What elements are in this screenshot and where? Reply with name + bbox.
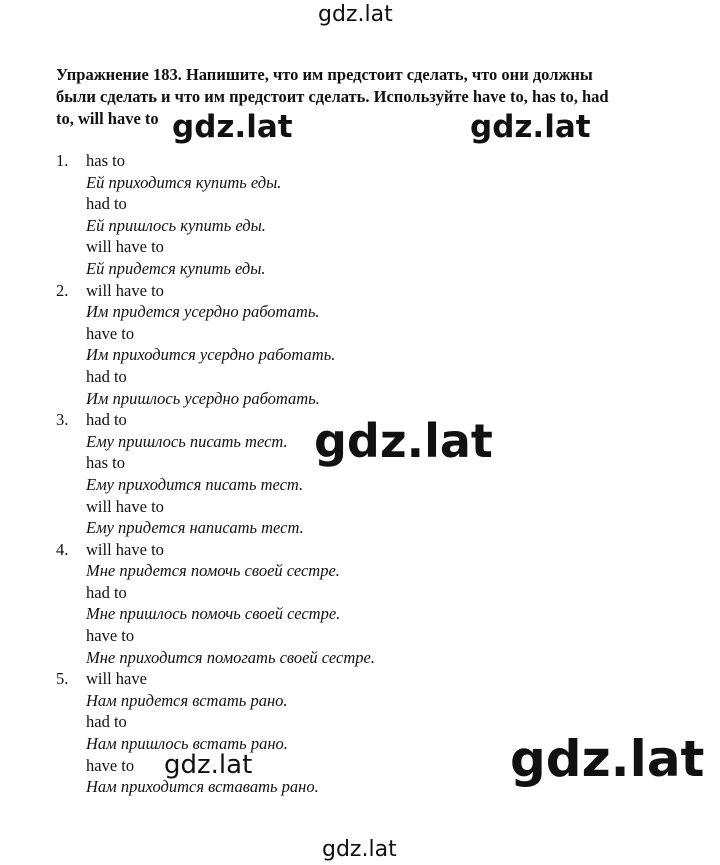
translation: Ему пришлось писать тест.	[86, 431, 288, 451]
exercise-answers	[56, 150, 656, 798]
translation: Ей приходится купить еды.	[86, 172, 282, 192]
item-number: 2.	[56, 280, 69, 300]
answer-form: have to	[86, 755, 135, 775]
watermark-top: gdz.lat	[318, 2, 393, 27]
answer-form: has to	[86, 453, 125, 473]
answer-form: will have to	[86, 280, 164, 300]
answer-form: had to	[86, 410, 127, 430]
translation: Ему приходится писать тест.	[86, 474, 304, 494]
watermark-small: gdz.lat	[164, 750, 253, 780]
answer-form: will have to	[86, 539, 164, 559]
answer-form: had to	[86, 582, 127, 602]
translation: Мне придется помочь своей сестре.	[86, 561, 340, 581]
answer-form: will have to	[86, 237, 164, 257]
exercise-title	[56, 64, 696, 130]
title-line-3: to, will have to	[56, 109, 159, 128]
translation: Им пришлось усердно работать.	[86, 388, 320, 408]
watermark-mid-right: gdz.lat	[470, 109, 591, 145]
watermark-center: gdz.lat	[314, 414, 493, 468]
watermark-bottom: gdz.lat	[322, 837, 397, 862]
translation: Им придется усердно работать.	[86, 302, 320, 322]
translation: Им приходится усердно работать.	[86, 345, 336, 365]
translation: Ей пришлось купить еды.	[86, 215, 266, 235]
answer-form: had to	[86, 712, 127, 732]
translation: Мне пришлось помочь своей сестре.	[86, 604, 341, 624]
answer-form: has to	[86, 151, 125, 170]
watermark-large: gdz.lat	[510, 730, 705, 788]
translation: Нам придется встать рано.	[86, 690, 288, 710]
answer-form: will have to	[86, 496, 164, 516]
translation: Нам приходится вставать рано.	[86, 777, 319, 797]
translation: Ей придется купить еды.	[86, 258, 266, 278]
item-number: 4.	[56, 539, 69, 559]
answer-item-2	[56, 280, 656, 410]
answer-form: have to	[86, 626, 135, 646]
item-number: 3.	[56, 410, 69, 430]
title-line-2: были сделать и что им предстоит сделать. Используйте have to, has to, had	[56, 87, 609, 106]
translation: Нам пришлось встать рано.	[86, 734, 288, 754]
answer-item-1	[56, 150, 656, 280]
title-line-1: Упражнение 183. Напишите, что им предстоит сделать, что они должны	[56, 65, 593, 84]
item-number: 1.	[56, 151, 69, 170]
answer-form: had to	[86, 366, 127, 386]
item-number: 5.	[56, 669, 69, 689]
answer-item-4	[56, 539, 656, 669]
answer-form: had to	[86, 194, 127, 214]
watermark-mid-left: gdz.lat	[172, 109, 293, 145]
answer-form: have to	[86, 323, 135, 343]
translation: Ему придется написать тест.	[86, 518, 304, 538]
translation: Мне приходится помогать своей сестре.	[86, 647, 375, 667]
answer-form: will have	[86, 669, 147, 689]
